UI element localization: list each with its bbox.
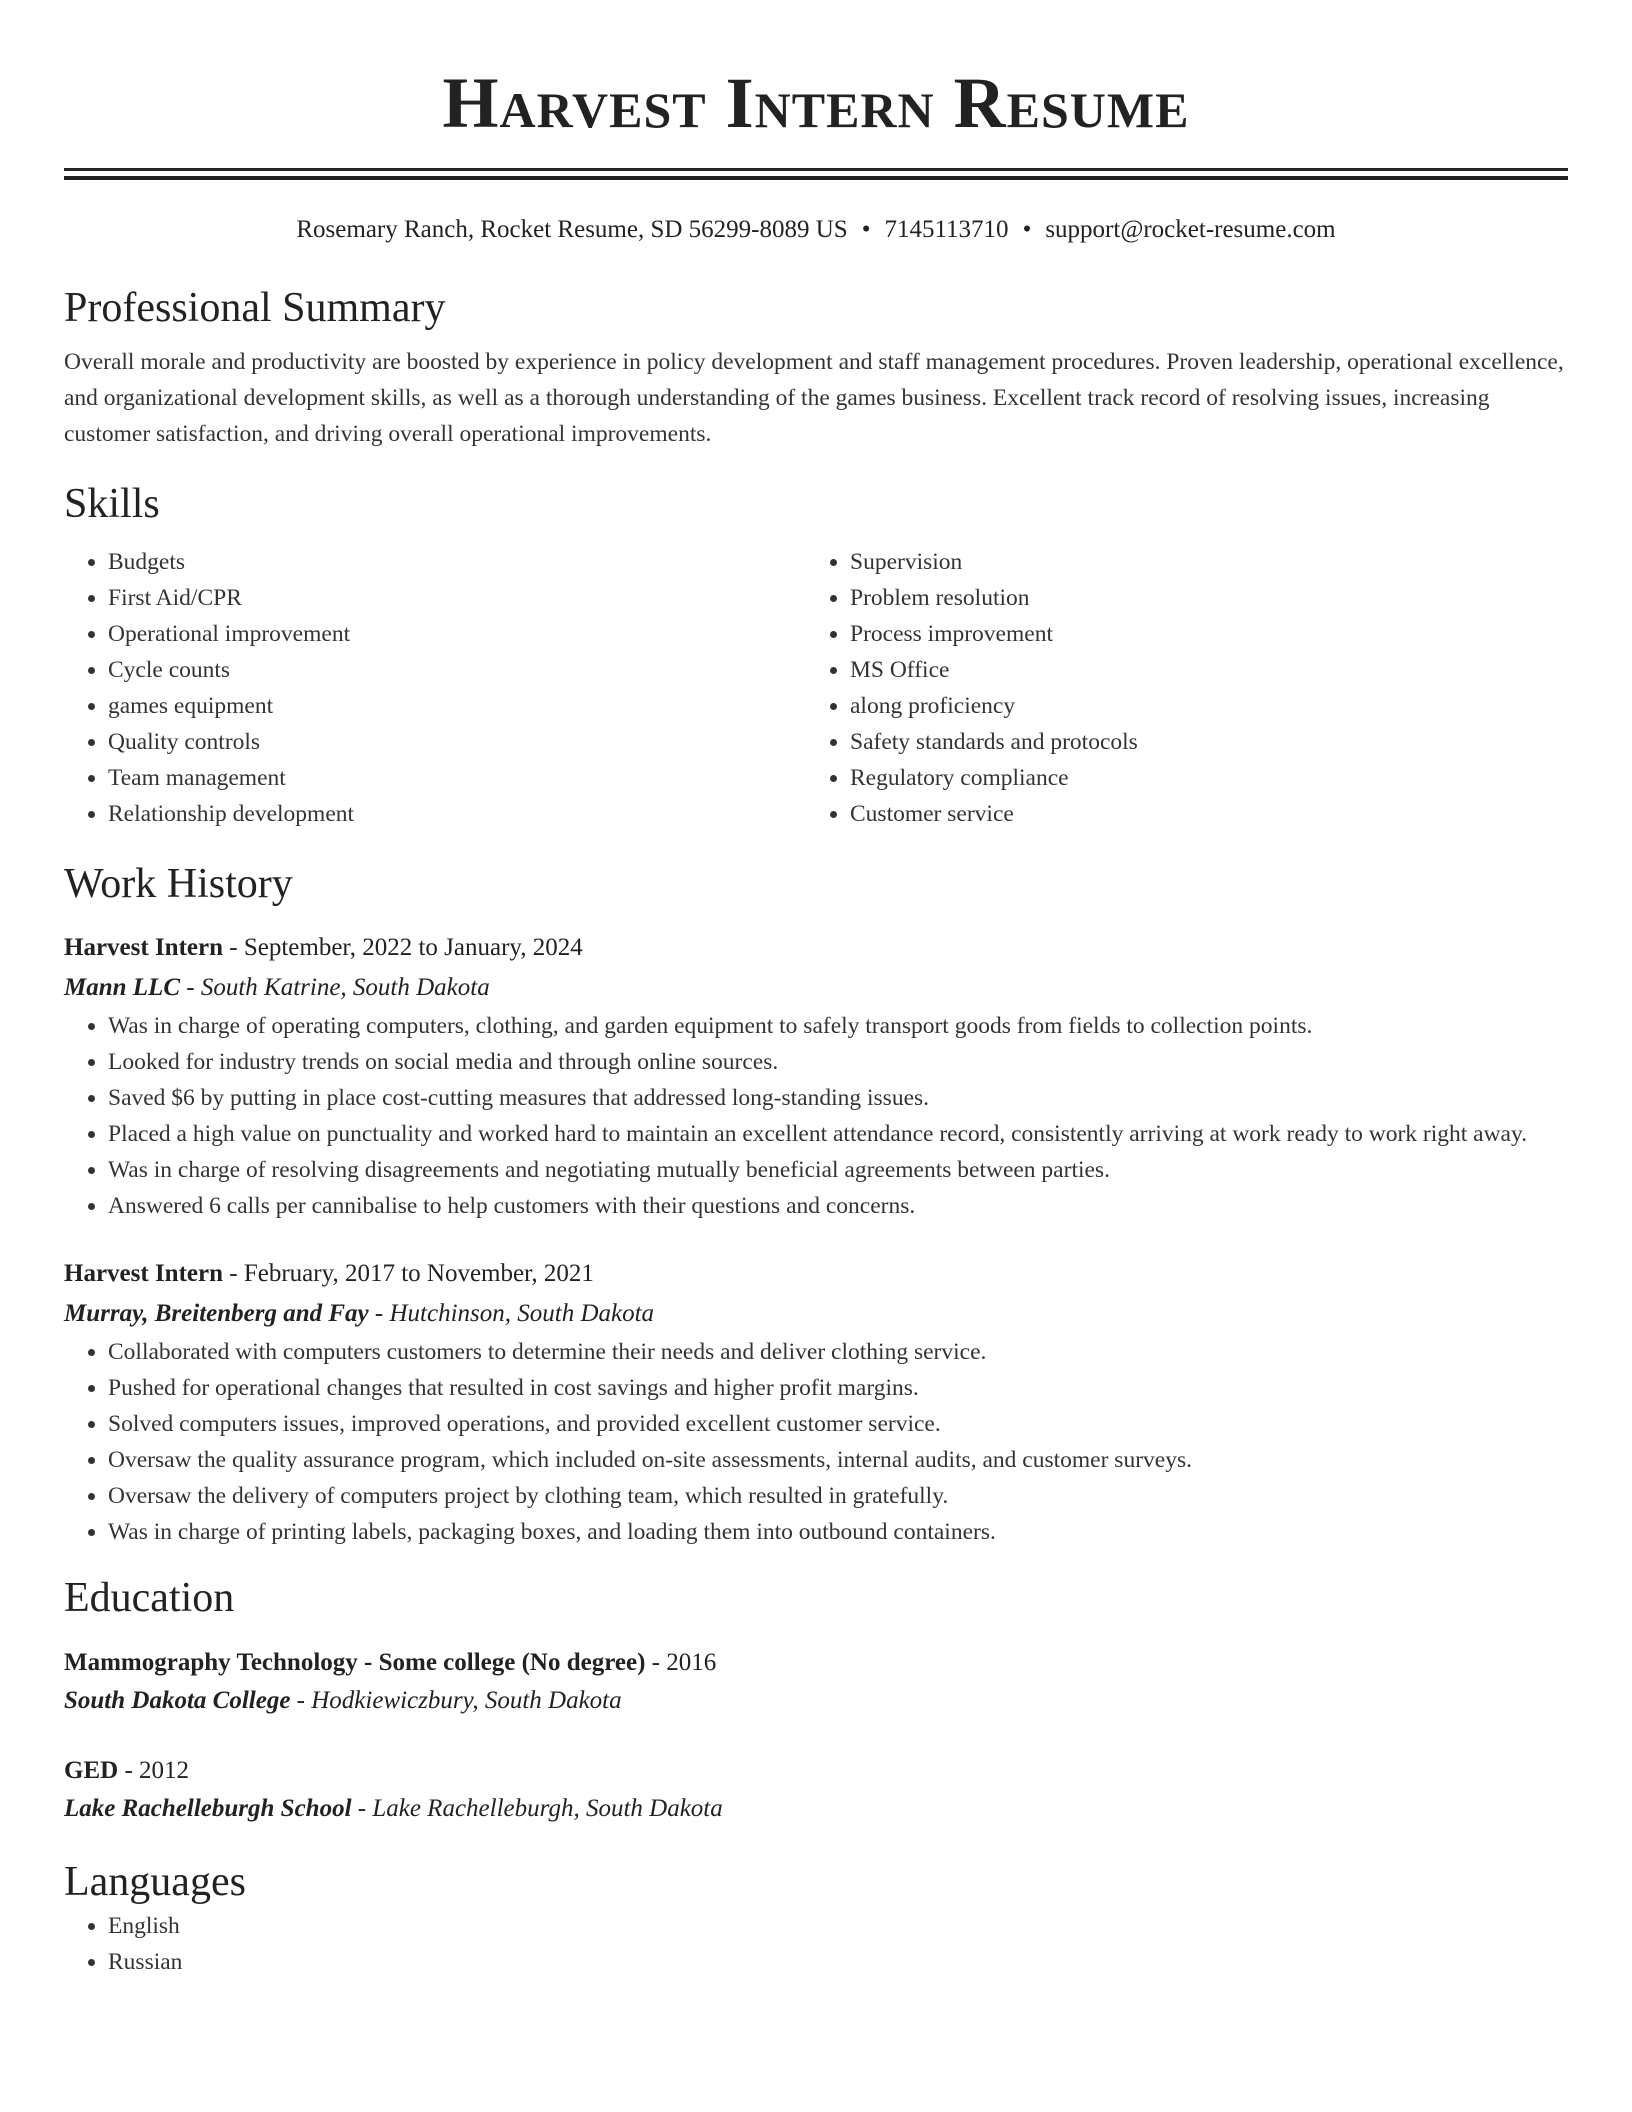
job-bullet: • Was in charge of printing labels, packaging boxes, and loading them into outbound containers. (108, 1514, 1568, 1550)
skill-item: • Quality controls (108, 724, 806, 760)
job-bullet: • Was in charge of resolving disagreements and negotiating mutually beneficial agreements between parties. (108, 1152, 1568, 1188)
language-item: • Russian (108, 1944, 1568, 1980)
education-degree: GED (64, 1757, 119, 1784)
job-entry (64, 928, 1568, 1224)
job-company-line (64, 968, 1568, 1008)
job-title: Harvest Intern (64, 1260, 223, 1287)
skill-item: • Process improvement (850, 616, 1548, 652)
skill-item: • Cycle counts (108, 652, 806, 688)
skills-heading: Skills (64, 481, 160, 527)
job-bullet-list (64, 1008, 1568, 1224)
contact-email: support@rocket-resume.com (1045, 216, 1336, 243)
job-bullet: • Looked for industry trends on social media and through online sources. (108, 1044, 1568, 1080)
skill-item: • Problem resolution (850, 580, 1548, 616)
work-history-section (64, 858, 1568, 1550)
job-bullet: • Collaborated with computers customers to determine their needs and deliver clothing service. (108, 1334, 1568, 1370)
work-history-heading: Work History (64, 861, 293, 907)
education-school: Lake Rachelleburgh School (64, 1795, 352, 1822)
skills-list-right (806, 544, 1548, 832)
skill-item: • Relationship development (108, 796, 806, 832)
education-school-line (64, 1790, 1568, 1828)
resume-title: Harvest Intern Resume (442, 63, 1190, 143)
skill-item: • Operational improvement (108, 616, 806, 652)
job-dates: - September, 2022 to January, 2024 (223, 934, 583, 961)
job-dates: - February, 2017 to November, 2021 (223, 1260, 594, 1287)
job-title: Harvest Intern (64, 934, 223, 961)
job-bullet: • Pushed for operational changes that resulted in cost savings and higher profit margins. (108, 1370, 1568, 1406)
languages-heading: Languages (64, 1859, 246, 1905)
contact-phone: 7145113710 (884, 216, 1009, 243)
education-location: - Hodkiewiczbury, South Dakota (290, 1687, 622, 1714)
education-section (64, 1572, 1568, 1828)
education-heading: Education (64, 1575, 235, 1621)
job-entry (64, 1254, 1568, 1550)
skill-item: • Supervision (850, 544, 1548, 580)
skill-item: • MS Office (850, 652, 1548, 688)
education-degree: Mammography Technology - Some college (No degree) (64, 1649, 646, 1676)
skill-item: • games equipment (108, 688, 806, 724)
job-header (64, 928, 1568, 968)
contact-address: Rosemary Ranch, Rocket Resume, SD 56299-8089 US (296, 216, 848, 243)
education-degree-line (64, 1752, 1568, 1790)
summary-section (64, 282, 1568, 452)
education-school: South Dakota College (64, 1687, 291, 1714)
job-bullet-list (64, 1334, 1568, 1550)
skill-item: • Customer service (850, 796, 1548, 832)
title-divider (64, 168, 1568, 180)
skill-item: • along proficiency (850, 688, 1548, 724)
education-entry (64, 1752, 1568, 1828)
skills-section (64, 478, 1568, 832)
education-degree-line (64, 1644, 1568, 1682)
job-company: Murray, Breitenberg and Fay (64, 1300, 369, 1327)
skills-grid (64, 544, 1568, 832)
skills-list-left (64, 544, 806, 832)
job-location: - South Katrine, South Dakota (180, 974, 490, 1001)
summary-text: Overall morale and productivity are boosted by experience in policy development and staff management procedures. Proven leadership, operational excellence, and organizational development skills, as well as a thorough understanding of the games business. Excellent track record of resolving issues, increasing customer satisfaction, and driving overall operational improvements. (64, 349, 1564, 447)
skill-item: • Team management (108, 760, 806, 796)
job-bullet: • Answered 6 calls per cannibalise to help customers with their questions and concerns. (108, 1188, 1568, 1224)
languages-list (64, 1908, 1568, 1980)
job-bullet: • Oversaw the delivery of computers project by clothing team, which resulted in gratefully. (108, 1478, 1568, 1514)
skill-item: • Safety standards and protocols (850, 724, 1548, 760)
job-bullet: • Was in charge of operating computers, clothing, and garden equipment to safely transport goods from fields to collection points. (108, 1008, 1568, 1044)
summary-heading: Professional Summary (64, 285, 446, 331)
education-year: - 2016 (645, 1649, 717, 1676)
job-company-line (64, 1294, 1568, 1334)
skill-item: • Budgets (108, 544, 806, 580)
education-school-line (64, 1682, 1568, 1720)
contact-line (64, 214, 1568, 246)
skill-item: • First Aid/CPR (108, 580, 806, 616)
education-location: - Lake Rachelleburgh, South Dakota (351, 1795, 723, 1822)
job-bullet: • Placed a high value on punctuality and worked hard to maintain an excellent attendance record, consistently arriving at work ready to work right away. (108, 1116, 1568, 1152)
language-item: • English (108, 1908, 1568, 1944)
education-year: - 2012 (118, 1757, 190, 1784)
education-entry (64, 1644, 1568, 1720)
job-bullet: • Oversaw the quality assurance program, which included on-site assessments, internal audits, and customer surveys. (108, 1442, 1568, 1478)
contact-separator: • (1022, 216, 1032, 243)
job-company: Mann LLC (64, 974, 181, 1001)
job-location: - Hutchinson, South Dakota (368, 1300, 655, 1327)
job-bullet: • Saved $6 by putting in place cost-cutting measures that addressed long-standing issues. (108, 1080, 1568, 1116)
contact-separator: • (861, 216, 871, 243)
skill-item: • Regulatory compliance (850, 760, 1548, 796)
job-bullet: • Solved computers issues, improved operations, and provided excellent customer service. (108, 1406, 1568, 1442)
languages-section (64, 1856, 1568, 1980)
job-header (64, 1254, 1568, 1294)
